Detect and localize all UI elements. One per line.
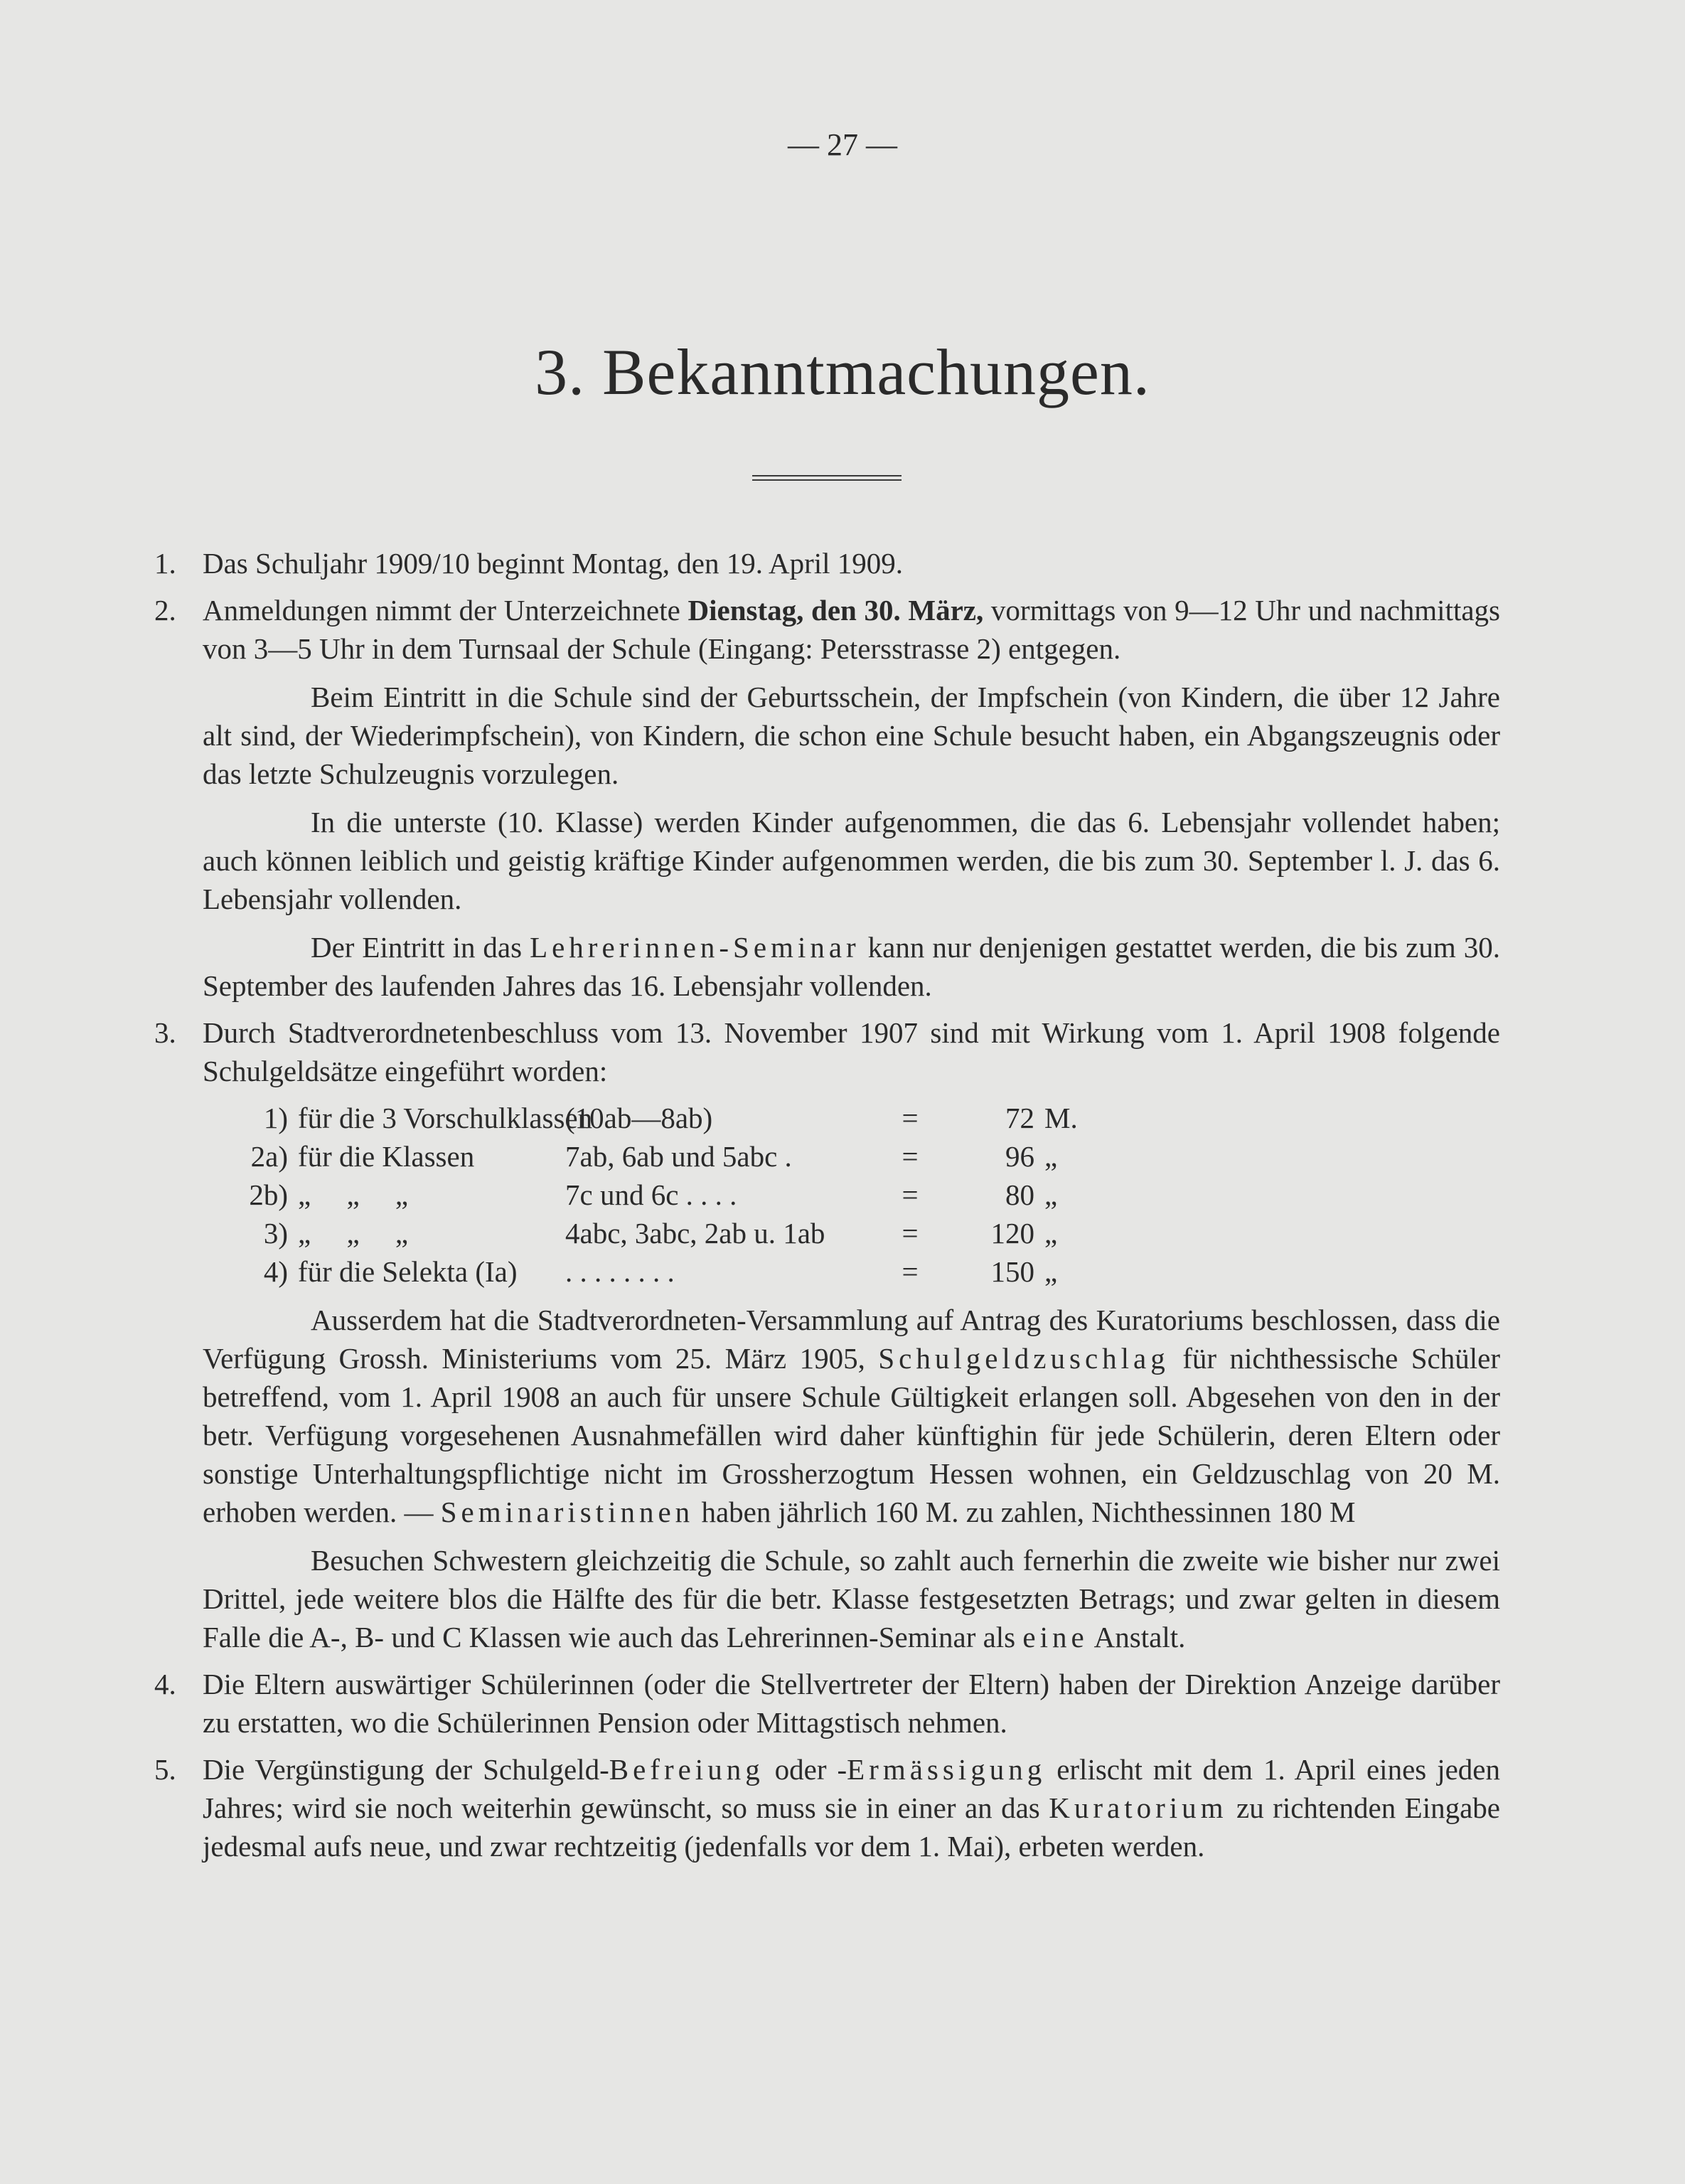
- fees-intro: Durch Stadtverordnetenbeschluss vom 13. November 1907 sind mit Wirkung vom 1. April 1908 folgende Schulgeldsätze eingeführt worden:: [203, 1016, 1500, 1087]
- title-divider-second-line: [752, 479, 902, 481]
- surcharge-term: Schulgeldzuschlag: [878, 1342, 1170, 1375]
- exemption-term: Befreiung: [609, 1753, 764, 1786]
- board-term: Kuratorium: [1049, 1791, 1228, 1824]
- fee-row: 2b) „ „ „ 7c und 6c . . . . = 80 „: [249, 1178, 1058, 1211]
- registration-date: Dienstag, den 30. März,: [688, 594, 984, 627]
- seminarists-term: Seminaristinnen: [440, 1496, 695, 1528]
- item-number: 4.: [154, 1668, 176, 1700]
- section-title: 3. Bekanntmachungen.: [535, 336, 1150, 408]
- list-item: [154, 1013, 1500, 1656]
- registration-paragraph: Anmeldungen nimmt der Unterzeichnete Dienstag, den 30. März, vormittags von 9—12 Uhr und nachmittags von 3—5 Uhr in dem Turnsaal der Schule (Eingang: Petersstrasse 2) entgegen.: [203, 594, 1501, 665]
- exemption-paragraph: Die Vergünstigung der Schulgeld-Befreiung oder -Ermässigung erlischt mit dem 1. April eines jeden Jahres; wird sie noch weiterhin gewünscht, so muss sie in einer an das Kuratorium zu richtenden Eingabe jedesmal aufs neue, und zwar rechtzeitig (jedenfalls vor dem 1. Mai), erbeten werden.: [203, 1753, 1500, 1863]
- announcements-list: [154, 544, 1500, 1874]
- list-item: [154, 1750, 1500, 1865]
- item-number: 1.: [154, 547, 176, 580]
- page-number: — 27 —: [788, 127, 897, 162]
- documents-paragraph: Beim Eintritt in die Schule sind der Geburtsschein, der Impfschein (von Kindern, die über 12 Jahre alt sind, der Wiederimpfschein), von Kindern, die schon eine Schule besucht haben, ein Abgangszeugnis oder das letzte Schulzeugnis vorzulegen.: [203, 681, 1500, 790]
- reduction-term: Ermässigung: [847, 1753, 1047, 1786]
- admission-age-paragraph: In die unterste (10. Klasse) werden Kinder aufgenommen, die das 6. Lebensjahr vollendet haben; auch können leiblich und geistig kräftige Kinder aufgenommen werden, die bis zum 30. September l. J. das 6. Lebensjahr vollenden.: [203, 806, 1500, 915]
- list-item: [154, 591, 1500, 1005]
- title-divider: [752, 475, 902, 476]
- fee-row: 4) für die Selekta (Ia) . . . . . . . . = 150 „: [263, 1255, 1058, 1288]
- item-number: 5.: [154, 1753, 176, 1786]
- surcharge-paragraph: Ausserdem hat die Stadtverordneten-Versammlung auf Antrag des Kuratoriums beschlossen, dass die Verfügung Grossh. Ministeriums vom 25. März 1905, Schulgeldzuschlag für nichthessische Schüler betreffend, vom 1. April 1908 an auch für unsere Schule Gültigkeit erlangen soll. Abgesehen von den in der betr. Verfügung vorgesehenen Ausnahmefällen wird daher künftighin für jede Schülerin, deren Eltern oder sonstige Unterhaltungspflichtige nicht im Grossherzogtum Hessen wohnen, ein Geldzuschlag von 20 M. erhoben werden. — Seminaristinnen haben jährlich 160 M. zu zahlen, Nichthessinnen 180 M: [203, 1304, 1501, 1528]
- seminar-paragraph: Der Eintritt in das Lehrerinnen-Seminar kann nur denjenigen gestattet werden, die bis zum 30. September des laufenden Jahres das 16. Lebensjahr vollenden.: [203, 931, 1500, 1002]
- fee-row: 3) „ „ „ 4abc, 3abc, 2ab u. 1ab = 120 „: [263, 1217, 1058, 1250]
- list-item: [154, 544, 1500, 582]
- siblings-paragraph: Besuchen Schwestern gleichzeitig die Schule, so zahlt auch fernerhin die zweite wie bisher nur zwei Drittel, jede weitere blos die Hälfte des für die betr. Klasse festgesetzten Betrags; und zwar gelten in diesem Falle die A-, B- und C Klassen wie auch das Lehrerinnen-Seminar als eine Anstalt.: [203, 1544, 1500, 1653]
- item-text: Die Eltern auswärtiger Schülerinnen (oder die Stellvertreter der Eltern) haben der Direktion Anzeige darüber zu erstatten, wo die Schülerinnen Pension oder Mittagstisch nehmen.: [203, 1668, 1500, 1739]
- one-institution-term: eine: [1022, 1621, 1088, 1653]
- item-number: 2.: [154, 594, 176, 627]
- list-item: [154, 1665, 1500, 1742]
- item-number: 3.: [154, 1016, 176, 1049]
- fee-row: 1) für die 3 Vorschulklassen (10ab—8ab) = 72 M.: [263, 1102, 1078, 1134]
- seminar-name: Lehrerinnen-Seminar: [530, 931, 860, 964]
- item-text: Das Schuljahr 1909/10 beginnt Montag, den 19. April 1909.: [203, 547, 904, 580]
- fee-row: 2a) für die Klassen 7ab, 6ab und 5abc . = 96 „: [250, 1140, 1058, 1173]
- fee-table: [203, 1099, 1500, 1291]
